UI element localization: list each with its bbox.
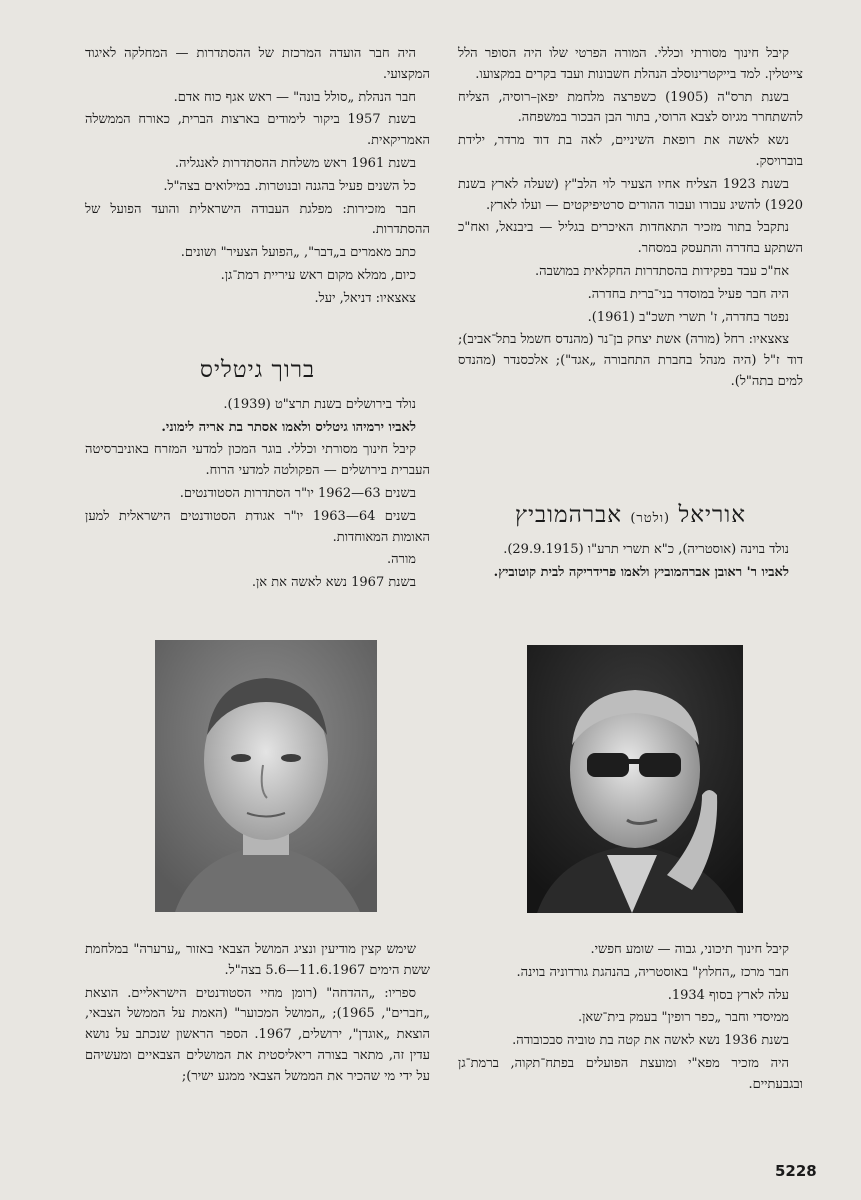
paragraph: צאצאיו: דניאל, יעל. — [314, 290, 416, 306]
uriel-abrahamovitz-continued — [458, 940, 803, 1098]
left-column-top — [85, 44, 430, 312]
paragraph: עלה לארץ בסוף 1934. — [667, 987, 789, 1003]
paragraph: אח"כ עבד בפקידות בהסתדרות החקלאית במושבה. — [535, 263, 789, 279]
uriel-abrahamovitz-entry — [458, 502, 803, 585]
paragraph: ממיסדי וחבר „כפר רופין" בעמק בית־שאן. — [577, 1010, 789, 1026]
paragraph: צאצאיו: רחל (מורה) אשת יצחק בן־נר (מהנדס חשמל בתל־אביב); דוד ז"ל (היה מנהל בחברת התחבורה „אגד"); אלכסנדר (מהנדס למים בתה"ל). — [458, 332, 803, 389]
paragraph: בשנים 63—1962 יו"ר הסתדרות הסטודנטים. — [179, 485, 416, 501]
portrait-photo-baruch — [155, 640, 377, 912]
paragraph: היה מזכיר מפא"י ומועצת הפועלים בפתח־תקוה, ברמת־גן ובגבעתיים. — [458, 1055, 803, 1092]
paragraph: מורה. — [386, 552, 416, 568]
paragraph: כיום, ממלא מקום ראש עיריית רמת־גן. — [220, 267, 416, 283]
entry-name-heading — [458, 502, 803, 530]
paragraph: בשנים 64—1963 יו"ר אגודת הסטודנטים הישראלית למען האומות המאוחדות. — [85, 508, 430, 545]
paragraph: היה חבר פעיל במוסדר בני־ברית בחדרה. — [587, 286, 789, 302]
paragraph: שימש קצין מודיעין ונציג המושל הצבאי באזור „ערערה" במלחמת ששת הימים 11.6.1967—5.6 בצה"ל. — [85, 942, 430, 978]
entry-first-name: אוריאל — [678, 502, 747, 528]
paragraph: חבר מרכז „החלוץ" באוסטריה, בהנהגת גורדוניה בוינה. — [516, 964, 789, 980]
paragraph: בשנת 1967 נשא לאשה את אן. — [251, 575, 416, 591]
paragraph: היה חבר הועדה המרכזת של ההסתדרות — המחלקה לאיגוד המקצועי. — [85, 46, 430, 82]
paragraph: נתקבל בתור מזכיר התאחדות האיכרים בגליל — ביבנאל, ואח"כ השתקע בחדרה והתעסק במסחר. — [458, 220, 803, 257]
entry-alt-name: (ולטר) — [630, 511, 671, 526]
paragraph: נולד בירושלים בשנת תרצ"ט (1939). — [223, 396, 416, 412]
paragraph: חבר מזכירות: מפלגת העבודה הישראלית והועד הפועל של ההסתדרות. — [85, 201, 430, 238]
paragraph: לאביו ירמיהו גיטליס ולאמו אסתר בת אריה לימוני. — [161, 419, 416, 435]
paragraph: קיבל חינוך מסורתי וכללי. המורה הפרטי שלו היה הסופר הלל צייטלין. למד בייקטרינוסלב הנהלת חשבונות ועבד בקרים במקצועו. — [458, 46, 803, 82]
paragraph: קיבל חינוך מסורתי וכללי. בוגר המכון למדעי המזרח באוניברסיטה העברית בירושלים — הפקולטה למדעי הרוח. — [85, 442, 430, 479]
paragraph: נולד בוינה (אוסטריה), כ"א תשרי תרע"ו (29.9.1915). — [503, 541, 789, 557]
page-number: 5228 — [775, 1162, 817, 1180]
paragraph: כתב מאמרים ב„דבר", „הפועל הצעיר" ושונים. — [180, 245, 416, 261]
baruch-gitlis-continued — [85, 940, 430, 1090]
paragraph: בשנת 1961 ראש משלחת ההסתדרות לאנגליה. — [174, 155, 416, 171]
paragraph: בשנת 1923 הצליח אחיו הצעיר לוי הלב"ץ (שעלה לארץ בשנת 1920) להשיג עבורו ועבור ההורים סרטיפיקטים — ועלו לארץ. — [458, 176, 803, 213]
paragraph: ספריו: „ההדחה" (רומן מחיי הסטודנטים הישראליים. הוצאת „חברים", 1965); „המושל המכוער" (האמת על הממשל הצבאי, הוצאת „אוגדן", ירושלים, 1967. הספר הראשון שנכתב על נושא עדין זה, מתאר בצורה ריאליסטית את המושלים הצבאיים ומעשיהם על ידי מי שהכיר את הממשל הצבאי ממגע ישיר); — [85, 985, 430, 1084]
portrait-photo-uriel — [527, 645, 743, 913]
entry-surname: אברהמוביץ — [514, 502, 623, 528]
baruch-gitlis-entry — [85, 357, 430, 596]
paragraph: נשא לאשה את רופאת השיניים, לאה בת דוד מרדר, ילידת בוברויסק. — [458, 133, 803, 169]
paragraph: לאביו ר' ראובן אברהמוביץ ולאמו פרידריקה לבית קוטוביץ. — [493, 564, 789, 580]
paragraph: נפטר בחדרה, ז' תשרי תשכ"ב (1961). — [587, 309, 789, 325]
paragraph: בשנת 1936 נשא לאשה את קטה בת טוביה סבכובודה. — [512, 1033, 789, 1049]
paragraph: בשנת תרס"ה (1905) כשפרצה מלחמת יפאן–רוסיה, הצליח להשתחרר מגיוס לצבא הרוסי, בתור הבן הבכור במשפחה. — [458, 89, 803, 126]
right-column-top — [458, 44, 803, 395]
paragraph: כל השנים פעיל בהגנה ובנוטרות. במילואים בצה"ל. — [163, 178, 416, 194]
paragraph: בשנת 1957 ביקור לימודים בארצות הברית, כאורח הממשלה האמריקאית. — [85, 112, 430, 149]
paragraph: חבר הנהלת „סולל בונה" — ראש אגף כוח אדם. — [173, 89, 416, 105]
paragraph: קיבל חינוך תיכוני, גבוה — שומע חפשי. — [590, 942, 789, 957]
entry-name-heading: ברוך גיטליס — [199, 357, 316, 383]
